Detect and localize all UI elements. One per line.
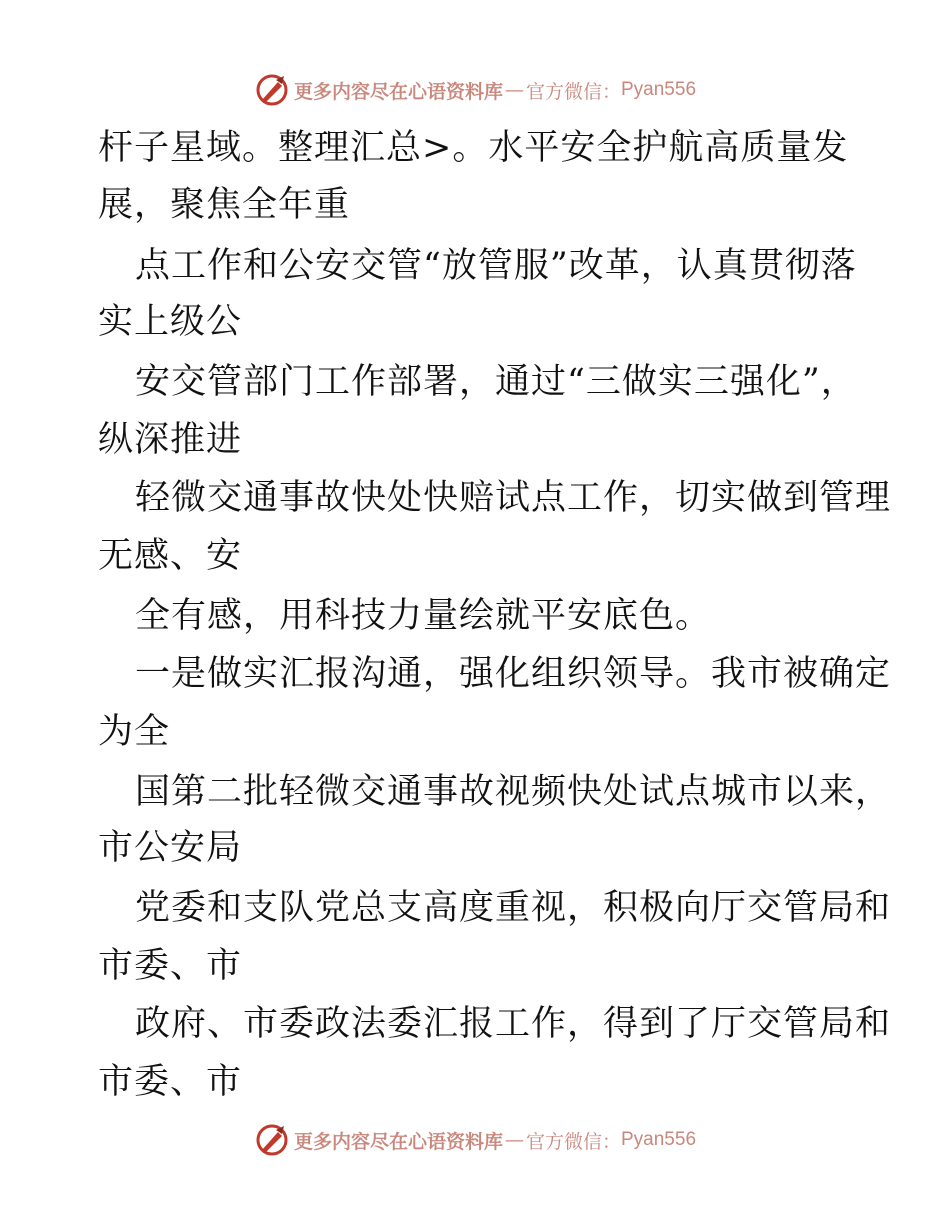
text-line: 市委、市 [98,1062,243,1102]
text-line: 纵深推进 [98,420,243,460]
text-line: 政府、市委政法委汇报工作，得到了厅交管局和 [135,1004,892,1044]
banner-wechat-label: 官方微信： [525,1130,621,1153]
banner-title: 更多内容尽在心语资料库 [293,80,503,103]
text-line: 党委和支队党总支高度重视，积极向厅交管局和 [135,888,892,928]
text-line: 市委、市 [98,946,243,986]
banner-separator: — [504,1129,524,1151]
text-line: 展，聚焦全年重 [98,185,351,225]
text-line: 为全 [98,712,171,752]
banner-wechat-label: 官方微信： [525,80,621,103]
banner-wechat-id: Pyan556 [621,79,697,100]
text-line: 一是做实汇报沟通，强化组织领导。我市被确定 [135,654,892,694]
text-line: 全有感，用科技力量绘就平安底色。 [135,596,712,636]
text-line: 市公安局 [98,828,243,868]
text-line: 杆子星域。整理汇总>。水平安全护航高质量发 [98,128,849,168]
pen-logo-icon [254,1122,290,1158]
text-line: 无感、安 [98,536,243,576]
text-line: 轻微交通事故快处快赔试点工作，切实做到管理 [135,478,892,518]
banner-title: 更多内容尽在心语资料库 [293,1130,503,1153]
banner-separator: — [504,79,524,101]
footer-banner [0,1120,950,1160]
text-line: 点工作和公安交管“放管服”改革，认真贯彻落 [135,246,857,286]
text-line: 安交管部门工作部署，通过“三做实三强化”， [135,362,857,402]
text-line: 实上级公 [98,302,243,342]
banner-wechat-id: Pyan556 [621,1129,697,1150]
text-line: 国第二批轻微交通事故视频快处试点城市以来， [135,772,892,812]
